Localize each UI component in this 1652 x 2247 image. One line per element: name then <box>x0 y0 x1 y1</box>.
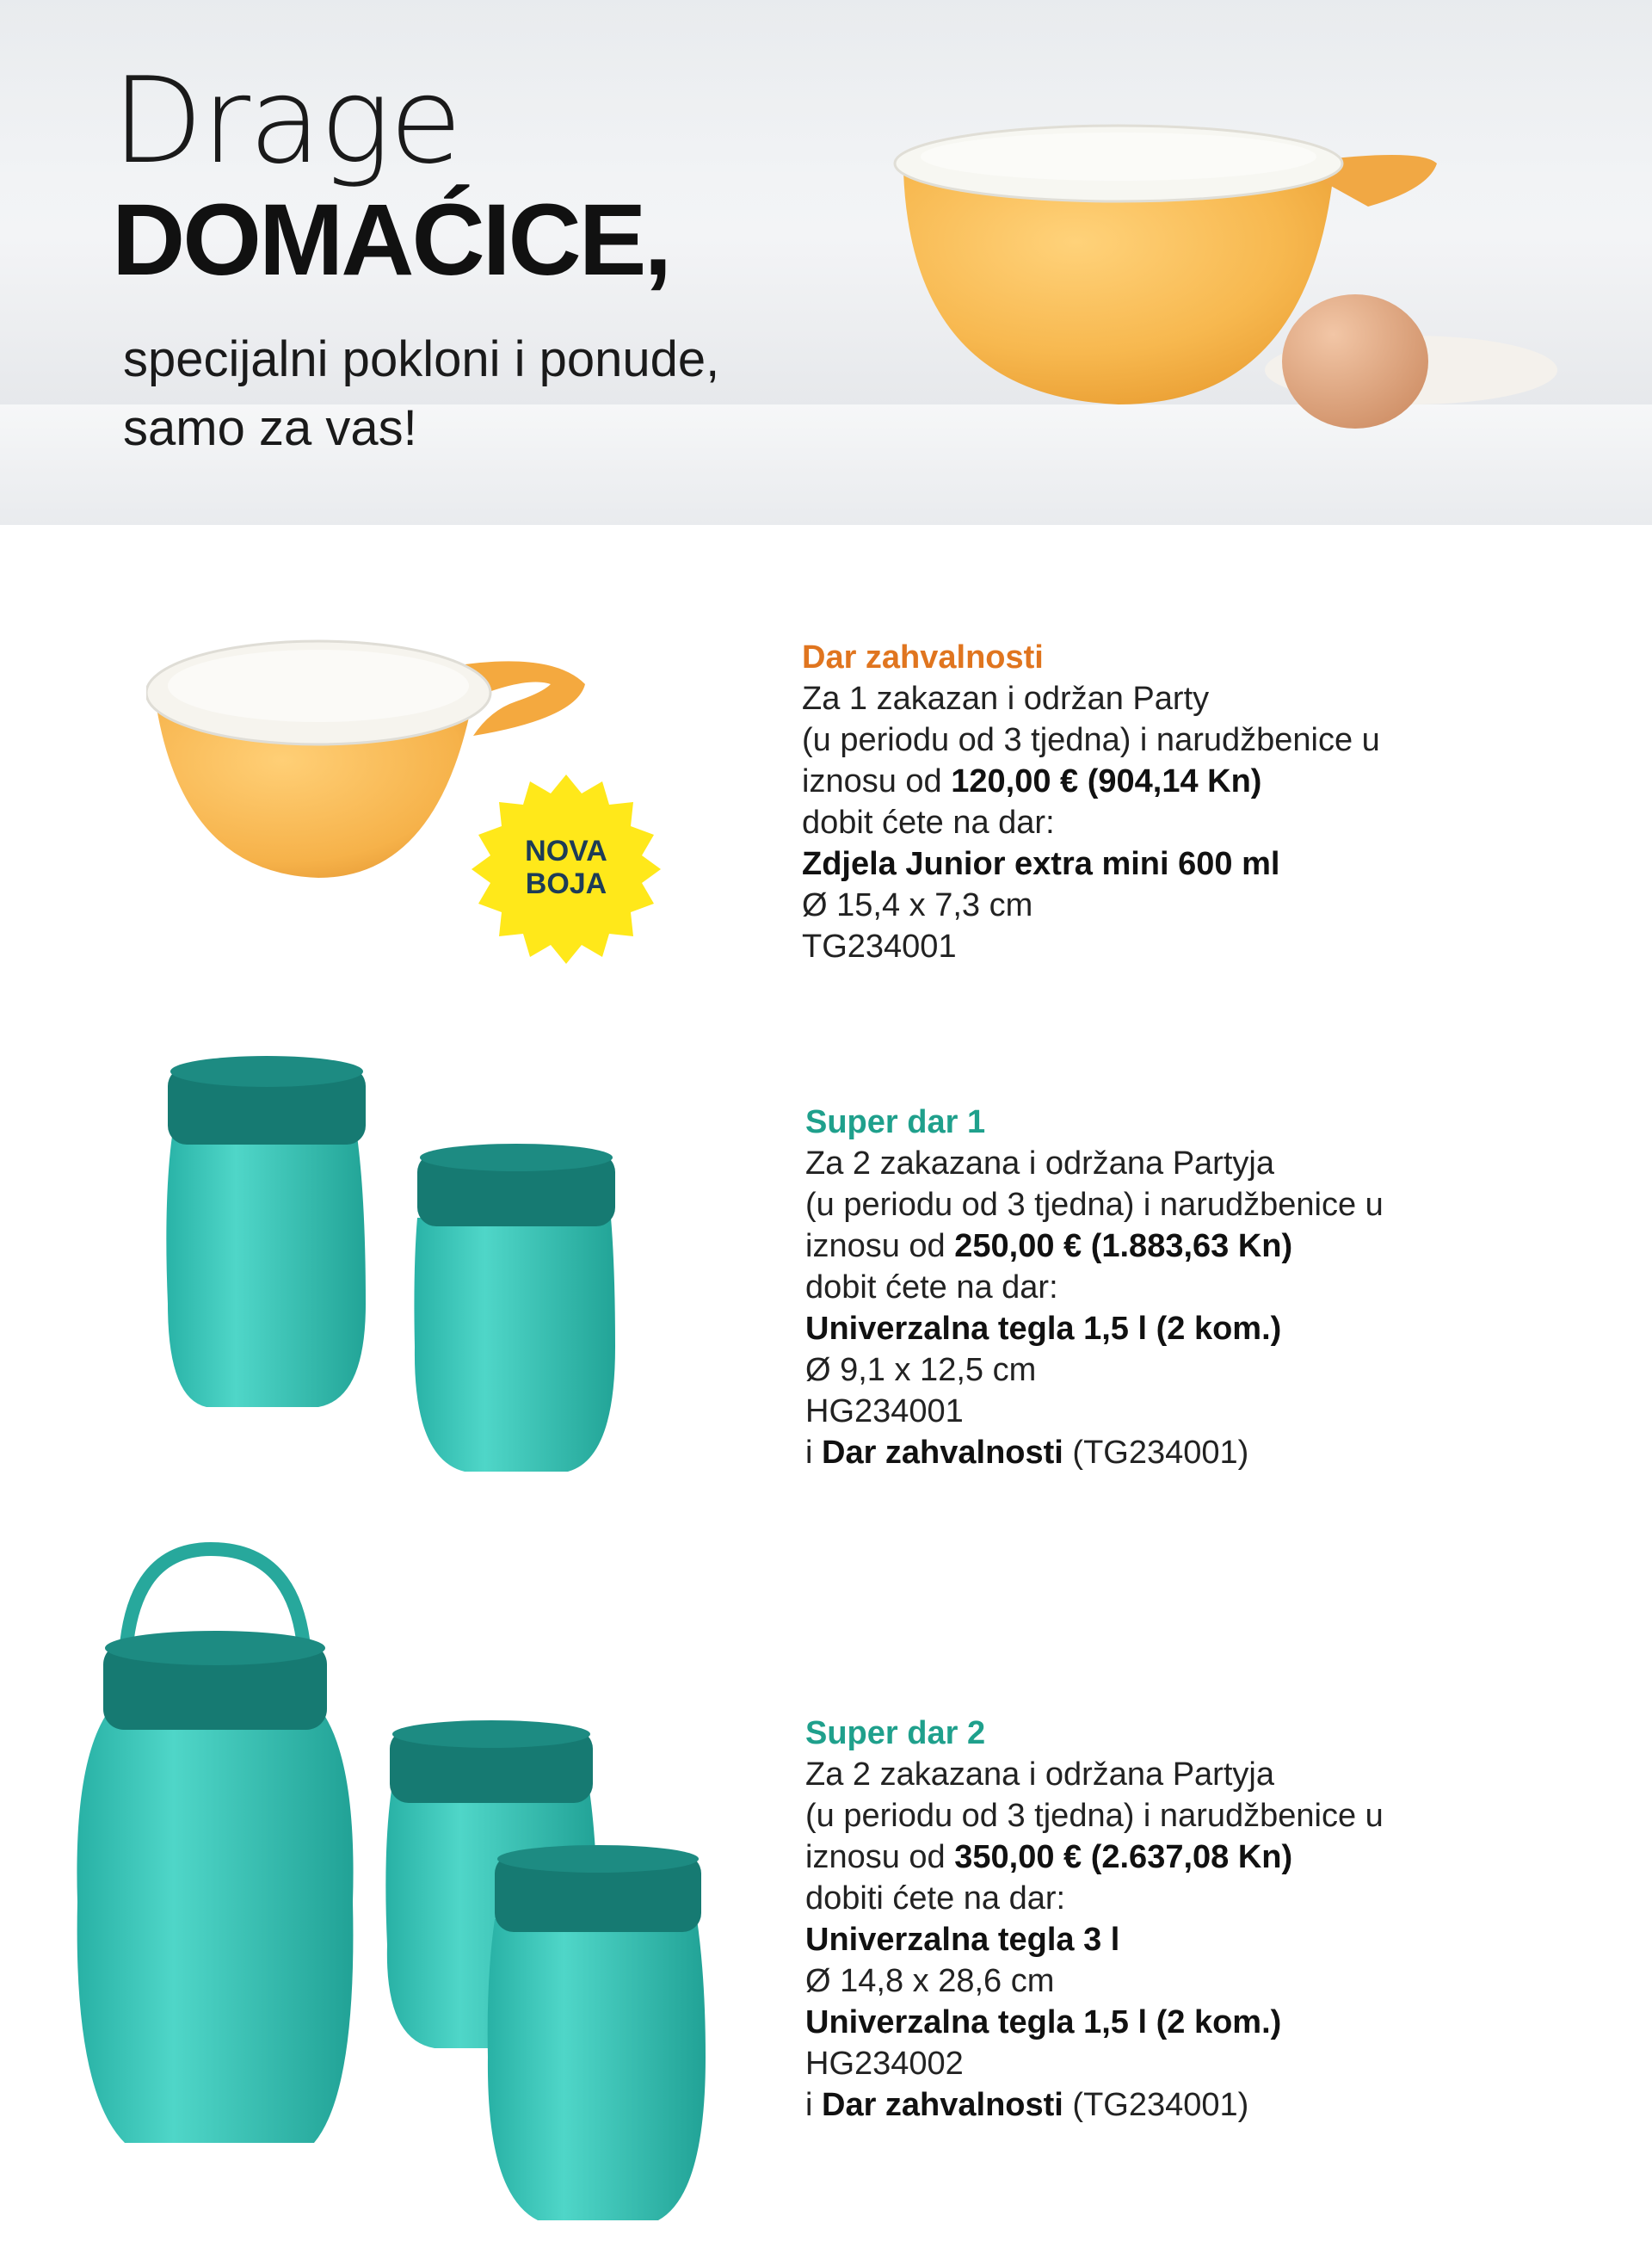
offer-heading: Super dar 1 <box>805 1104 986 1140</box>
offer-line: Za 1 zakazan i održan Party <box>802 681 1210 717</box>
offer-dar-zahvalnosti <box>802 637 1380 967</box>
offer-extra-prefix: i <box>805 1435 822 1471</box>
offer-heading: Dar zahvalnosti <box>802 639 1044 676</box>
offer-heading: Super dar 2 <box>805 1715 986 1751</box>
offer-line: Za 2 zakazana i održana Partyja <box>805 1145 1274 1182</box>
offer-extra-bold: Dar zahvalnosti <box>822 1435 1063 1471</box>
offer-amount: 250,00 € (1.883,63 Kn) <box>954 1228 1293 1264</box>
offer-product <box>805 1919 1384 1960</box>
offer-line: (u periodu od 3 tjedna) i narudžbenice u <box>802 722 1380 758</box>
hero-title-light: Drage <box>112 52 461 190</box>
offer-extra-suffix: (TG234001) <box>1063 2087 1249 2123</box>
hero-title-bold: DOMAĆICE, <box>112 183 670 297</box>
new-color-badge-text <box>472 835 661 900</box>
offer-line: dobiti ćete na dar: <box>805 1880 1066 1917</box>
offer-line: dobit ćete na dar: <box>805 1269 1058 1306</box>
offer-dimensions: Ø 14,8 x 28,6 cm <box>805 1963 1055 1999</box>
jars-1-5l-image <box>155 1054 637 1485</box>
offer-amount-prefix: iznosu od <box>805 1228 955 1264</box>
badge-line: BOJA <box>525 867 607 900</box>
offer-amount-line <box>805 1225 1384 1267</box>
offer-line: (u periodu od 3 tjedna) i narudžbenice u <box>805 1187 1384 1223</box>
offer-dimensions: Ø 15,4 x 7,3 cm <box>802 887 1033 923</box>
offer-amount: 120,00 € (904,14 Kn) <box>951 763 1262 799</box>
offer-amount-line <box>802 761 1380 802</box>
jars-3l-set-image <box>73 1540 727 2238</box>
offer-extra-prefix: i <box>805 2087 822 2123</box>
offer-amount-prefix: iznosu od <box>805 1839 955 1875</box>
hero-bowl-image <box>886 112 1557 456</box>
hero-subtitle <box>123 325 719 463</box>
hero-banner <box>0 0 1652 525</box>
offer-extra-suffix: (TG234001) <box>1063 1435 1249 1471</box>
offer-dimensions: Ø 9,1 x 12,5 cm <box>805 1352 1037 1388</box>
hero-subtitle-line: samo za vas! <box>123 400 417 456</box>
offer-product-name: Univerzalna tegla 3 l <box>805 1922 1120 1958</box>
offer-amount-prefix: iznosu od <box>802 763 952 799</box>
offer-super-dar-2 <box>805 1713 1384 2126</box>
offer-extra <box>805 2084 1384 2126</box>
offer-product <box>802 843 1380 885</box>
offer-extra-bold: Dar zahvalnosti <box>822 2087 1063 2123</box>
badge-line: NOVA <box>525 835 607 867</box>
offer-extra <box>805 1432 1384 1473</box>
offer-amount: 350,00 € (2.637,08 Kn) <box>954 1839 1293 1875</box>
offer-super-dar-1 <box>805 1102 1384 1473</box>
offer-product-name: Zdjela Junior extra mini 600 ml <box>802 846 1280 882</box>
offer-line: (u periodu od 3 tjedna) i narudžbenice u <box>805 1798 1384 1834</box>
offer-line: dobit ćete na dar: <box>802 805 1055 841</box>
offer-amount-line <box>805 1836 1384 1878</box>
offer-code: HG234001 <box>805 1393 964 1429</box>
offer-product <box>805 1308 1384 1349</box>
hero-subtitle-line: specijalni pokloni i ponude, <box>123 331 720 387</box>
offer-product-name: Univerzalna tegla 1,5 l (2 kom.) <box>805 1311 1282 1347</box>
offer-product-name: Univerzalna tegla 1,5 l (2 kom.) <box>805 2004 1282 2040</box>
offer-line: Za 2 zakazana i održana Partyja <box>805 1756 1274 1793</box>
offer-product <box>805 2002 1384 2043</box>
offer-code: HG234002 <box>805 2046 964 2082</box>
offer-code: TG234001 <box>802 929 957 965</box>
